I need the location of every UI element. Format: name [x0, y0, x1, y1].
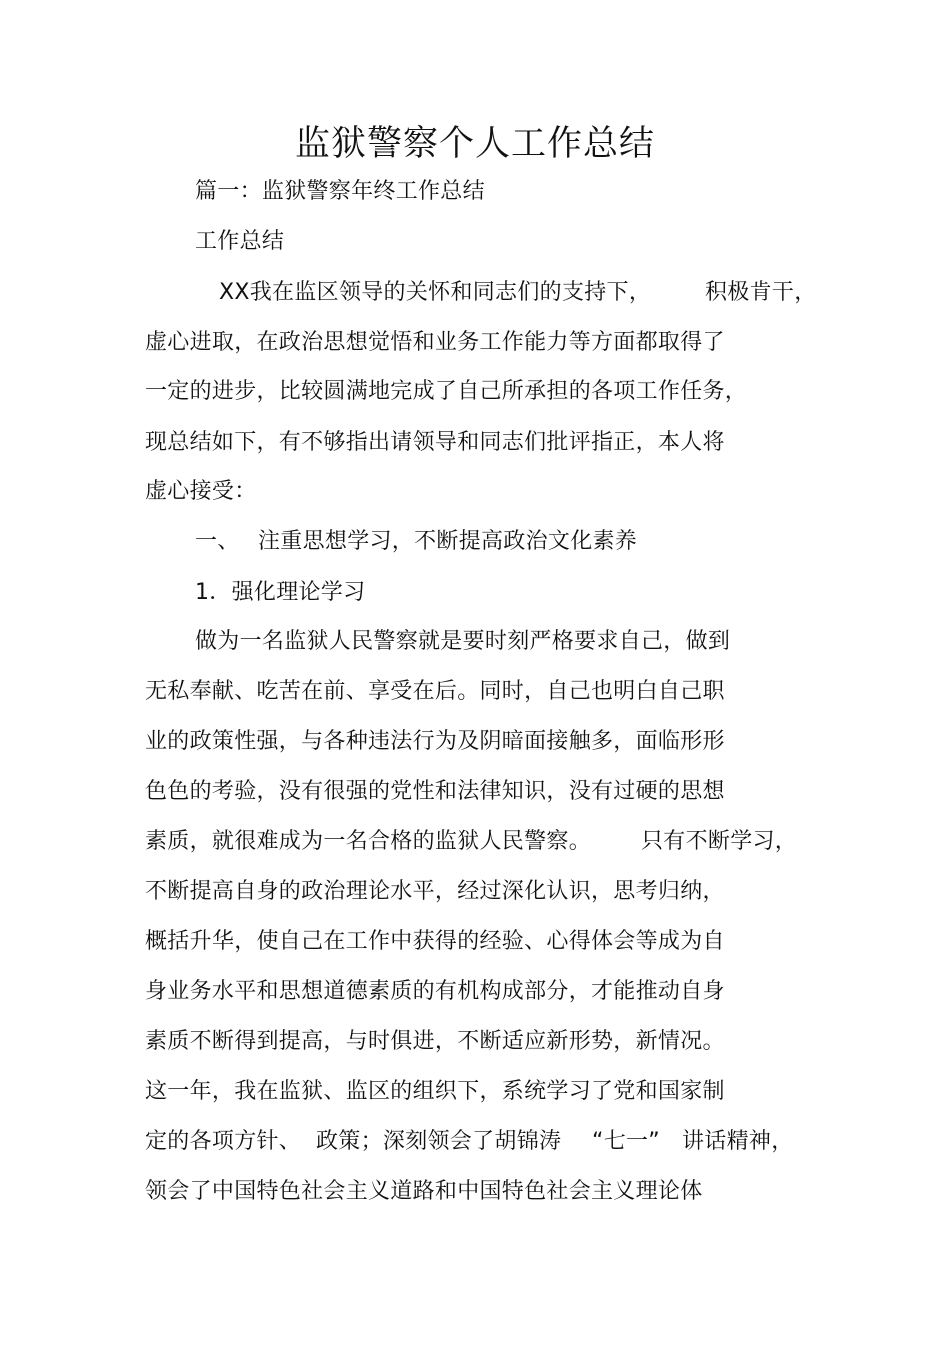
- paragraph-line: 定的各项方针、: [145, 1129, 302, 1154]
- list-number: 一、: [195, 529, 240, 554]
- paragraph-line: 身业务水平和思想道德素质的有机构成部分，才能推动自身: [145, 979, 725, 1004]
- section-heading: 注重思想学习，不断提高政治文化素养: [258, 529, 638, 554]
- paragraph-line: 积极肯干，: [705, 280, 817, 305]
- paragraph-line: 素质，就很难成为一名合格的监狱人民警察。: [145, 829, 592, 854]
- paragraph-line: 色色的考验，没有很强的党性和法律知识，没有过硬的思想: [145, 779, 725, 804]
- subheading: 工作总结: [195, 229, 285, 254]
- paragraph-line: 这一年，我在监狱、监区的组织下，系统学习了党和国家制: [145, 1079, 725, 1104]
- paragraph-line: 虚心接受：: [145, 479, 257, 504]
- document-title: 监狱警察个人工作总结: [294, 124, 655, 164]
- paragraph-line: 虚心进取，在政治思想觉悟和业务工作能力等方面都取得了: [145, 330, 725, 355]
- paragraph-line: 素质不断得到提高，与时俱进，不断适应新形势，新情况。: [145, 1029, 725, 1054]
- paragraph-line: 概括升华，使自己在工作中获得的经验、心得体会等成为自: [145, 929, 725, 954]
- paragraph-line: 一定的进步，比较圆满地完成了自己所承担的各项工作任务，: [145, 379, 748, 404]
- paragraph-line: 业的政策性强，与各种违法行为及阴暗面接触多，面临形形: [145, 729, 725, 754]
- paragraph-line: 领会了中国特色社会主义道路和中国特色社会主义理论体: [145, 1179, 703, 1204]
- paragraph-line: 无私奉献、吃苦在前、享受在后。同时，自己也明白自己职: [145, 679, 725, 704]
- paragraph-line: 现总结如下，有不够指出请领导和同志们批评指正，本人将: [145, 430, 725, 455]
- paragraph-line: 只有不断学习，: [641, 829, 798, 854]
- paragraph-line: 政策；深刻领会了胡锦涛: [316, 1129, 562, 1154]
- section-heading: 篇一：监狱警察年终工作总结: [195, 179, 485, 204]
- subheading: 1．强化理论学习: [195, 580, 366, 605]
- paragraph-line: “七一”: [592, 1129, 660, 1154]
- paragraph-line: 做为一名监狱人民警察就是要时刻严格要求自己，做到: [195, 629, 731, 654]
- paragraph-line: XX我在监区领导的关怀和同志们的支持下，: [219, 280, 652, 305]
- paragraph-line: 讲话精神，: [682, 1129, 794, 1154]
- paragraph-line: 不断提高自身的政治理论水平，经过深化认识，思考归纳，: [145, 879, 725, 904]
